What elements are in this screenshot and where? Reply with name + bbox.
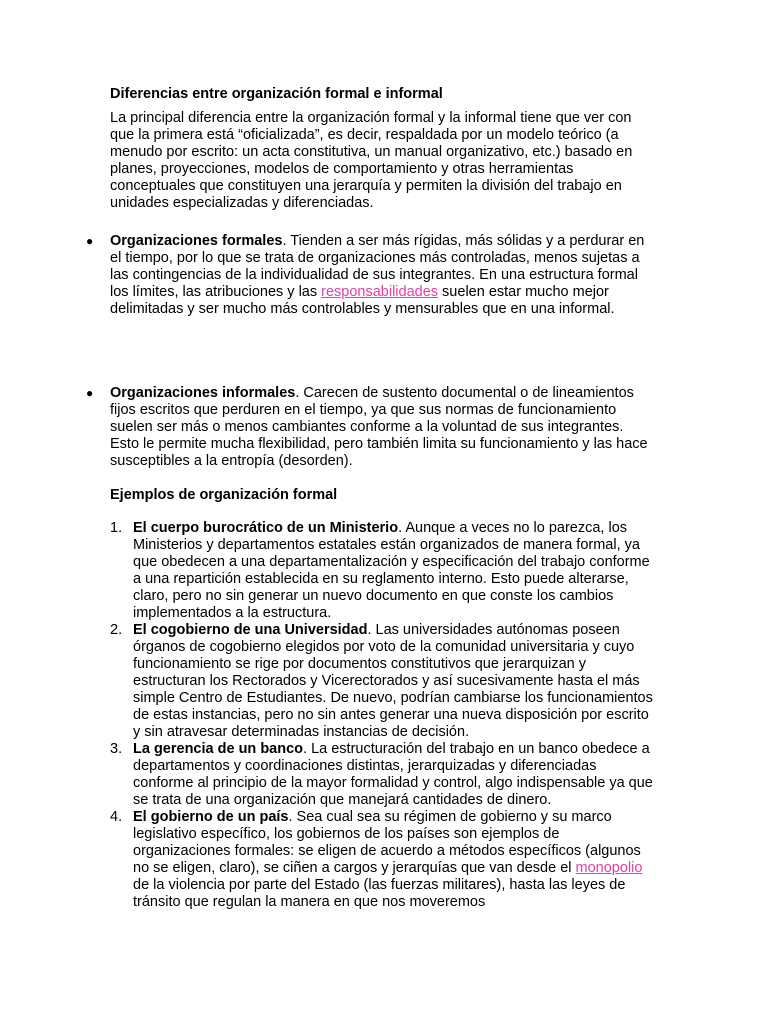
bullet-term: Organizaciones informales — [110, 385, 296, 401]
list-item — [110, 622, 658, 741]
example-text-end: de la violencia por parte del Estado (las fuerzas militares), hasta las leyes de tránsito que regulan la manera en que nos moveremos — [133, 877, 626, 910]
example-term: El cogobierno de una Universidad — [133, 622, 368, 638]
example-term: La gerencia de un banco — [133, 741, 304, 757]
intro-paragraph: La principal diferencia entre la organización formal y la informal tiene que ver con que la primera está “oficializada”, es decir, respaldada por un modelo teórico (a menudo por escrito: un acta constitutiva, un manual organizativo, etc.) basado en planes, proyecciones, modelos de comportamiento y otras herramientas conceptuales que constituyen una jerarquía y permiten la división del trabajo en unidades especializadas y diferenciadas. — [110, 110, 633, 211]
example-text: . La estructuración del trabajo en un banco obedece a departamentos y coordinaciones distintas, jerarquizadas y diferenciadas conforme al principio de la mayor formalidad y control, algo indispensable ya que se trata de una organización que manejará cantidades de dinero. — [133, 741, 653, 808]
list-number: 4. — [110, 809, 123, 825]
bullet-dot-icon: ● — [86, 234, 94, 248]
example-text: . Las universidades autónomas poseen órganos de cogobierno elegidos por voto de la comunidad universitaria y cuyo funcionamiento se rige por documentos constitutivos que jerarquizan y estructuran los Rectorados y Vicerectorados y así sucesivamente hasta el más simple Centro de Estudiantes. De nuevo, podrían cambiarse los funcionamientos de estas instancias, pero no sin antes generar una nueva disposición por escrito y sin atravesar determinadas instancias de decisión. — [133, 622, 653, 740]
example-text: . Aunque a veces no lo parezca, los Ministerios y departamentos estatales están organizados de manera formal, ya que obedecen a una departamentalización y especificación del trabajo conforme a una repartición establecida en su reglamento interno. Esto puede alterarse, claro, pero no sin generar un nuevo documento en que conste los cambios implementados a la estructura. — [133, 520, 650, 621]
list-number: 1. — [110, 520, 123, 536]
list-item — [110, 809, 658, 911]
examples-list — [110, 520, 658, 911]
list-number: 3. — [110, 741, 123, 757]
monopolio-link[interactable]: monopolio — [575, 860, 643, 876]
bullet-text-end: suelen estar mucho mejor delimitadas y ser mucho más controlables y mensurables que en una informal. — [110, 284, 615, 317]
list-number: 2. — [110, 622, 123, 638]
list-item — [110, 741, 658, 809]
examples-title: Ejemplos de organización formal — [110, 487, 338, 503]
example-term: El gobierno de un país — [133, 809, 289, 825]
example-text: . Sea cual sea su régimen de gobierno y su marco legislativo específico, los gobiernos de los países son ejemplos de organizaciones formales: se eligen de acuerdo a métodos específicos (algunos no se eligen, claro), se ciñen a cargos y jerarquías que van desde el — [133, 809, 641, 876]
list-item — [110, 520, 658, 622]
example-term: El cuerpo burocrático de un Ministerio — [133, 520, 399, 536]
bullet-text: . Carecen de sustento documental o de lineamientos fijos escritos que perduren en el tiempo, ya que sus normas de funcionamiento suelen ser más o menos cambiantes conforme a la voluntad de sus integrantes. Esto le permite mucha flexibilidad, pero también limita su funcionamiento y las hace susceptibles a la entropía (desorden). — [110, 385, 648, 469]
responsabilidades-link[interactable]: responsabilidades — [321, 284, 439, 300]
bullet-informal — [86, 385, 655, 470]
bullet-formal — [86, 233, 655, 318]
bullet-text: . Tienden a ser más rígidas, más sólidas y a perdurar en el tiempo, por lo que se trata de organizaciones más controladas, menos sujetas a las contingencias de la individualidad de sus integrantes. En una estructura formal los límites, las atribuciones y las — [110, 233, 645, 300]
section-title: Diferencias entre organización formal e informal — [110, 86, 443, 102]
bullet-dot-icon: ● — [86, 386, 94, 400]
bullet-term: Organizaciones formales — [110, 233, 283, 249]
